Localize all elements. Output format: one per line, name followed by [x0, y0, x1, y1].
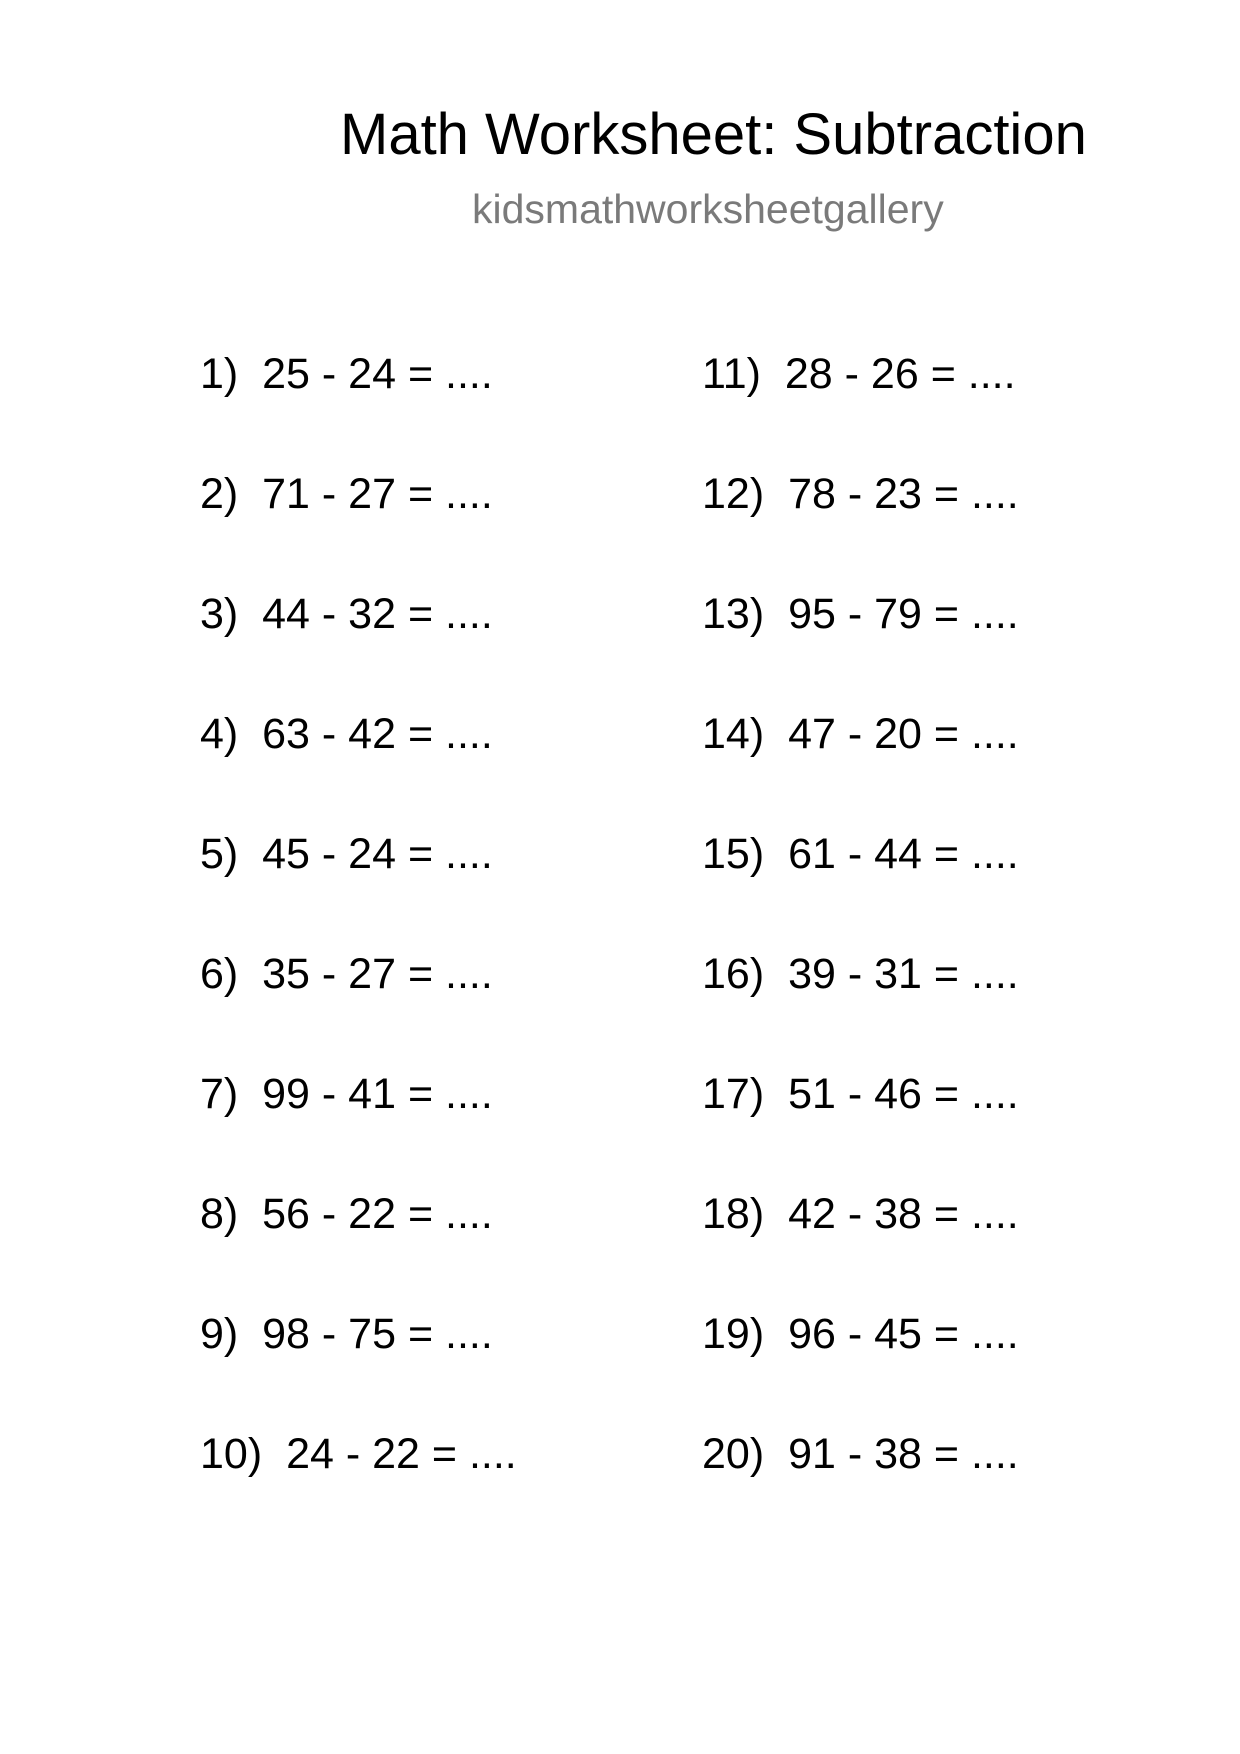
problem-8	[200, 1188, 493, 1240]
problem-18	[702, 1188, 1019, 1240]
problem-11	[702, 348, 1016, 400]
problem-number: 4)	[200, 710, 239, 758]
problem-number: 12)	[702, 470, 765, 518]
problem-2	[200, 468, 493, 520]
problem-14	[702, 708, 1019, 760]
problem-1	[200, 348, 493, 400]
problem-17	[702, 1068, 1019, 1120]
problem-6	[200, 948, 493, 1000]
problem-expression: 39 - 31 = ....	[788, 950, 1019, 998]
problem-number: 10)	[200, 1430, 263, 1478]
problem-number: 2)	[200, 470, 239, 518]
problem-expression: 28 - 26 = ....	[784, 350, 1016, 398]
problem-expression: 47 - 20 = ....	[788, 710, 1019, 758]
problem-9	[200, 1308, 493, 1360]
problem-number: 11)	[702, 350, 761, 398]
problem-number: 6)	[200, 950, 239, 998]
problem-number: 18)	[702, 1190, 765, 1238]
problem-number: 17)	[702, 1070, 765, 1118]
problem-5	[200, 828, 493, 880]
problem-number: 1)	[200, 350, 239, 398]
problem-10	[200, 1428, 517, 1480]
problem-13	[702, 588, 1019, 640]
problem-expression: 45 - 24 = ....	[262, 830, 493, 878]
problem-expression: 71 - 27 = ....	[262, 470, 493, 518]
problem-expression: 61 - 44 = ....	[788, 830, 1019, 878]
problem-expression: 44 - 32 = ....	[262, 590, 493, 638]
problem-expression: 51 - 46 = ....	[788, 1070, 1019, 1118]
problem-expression: 25 - 24 = ....	[262, 350, 493, 398]
problem-number: 8)	[200, 1190, 239, 1238]
problem-expression: 35 - 27 = ....	[262, 950, 493, 998]
problem-number: 7)	[200, 1070, 239, 1118]
problem-expression: 98 - 75 = ....	[262, 1310, 493, 1358]
problem-expression: 56 - 22 = ....	[262, 1190, 493, 1238]
problem-number: 15)	[702, 830, 765, 878]
problem-20	[702, 1428, 1019, 1480]
problem-number: 3)	[200, 590, 239, 638]
problem-number: 19)	[702, 1310, 765, 1358]
problem-expression: 63 - 42 = ....	[262, 710, 493, 758]
problem-expression: 42 - 38 = ....	[788, 1190, 1019, 1238]
problem-number: 13)	[702, 590, 765, 638]
problem-expression: 24 - 22 = ....	[286, 1430, 517, 1478]
problem-number: 20)	[702, 1430, 765, 1478]
problem-7	[200, 1068, 493, 1120]
problem-19	[702, 1308, 1019, 1360]
problem-3	[200, 588, 493, 640]
problem-number: 9)	[200, 1310, 239, 1358]
problem-4	[200, 708, 493, 760]
problem-expression: 99 - 41 = ....	[262, 1070, 493, 1118]
problem-number: 16)	[702, 950, 765, 998]
problem-number: 14)	[702, 710, 765, 758]
page-title: Math Worksheet: Subtraction	[340, 102, 1087, 167]
problem-expression: 91 - 38 = ....	[788, 1430, 1019, 1478]
page-subtitle: kidsmathworksheetgallery	[472, 186, 944, 232]
problem-12	[702, 468, 1019, 520]
problem-expression: 78 - 23 = ....	[788, 470, 1019, 518]
problem-expression: 95 - 79 = ....	[788, 590, 1019, 638]
problem-expression: 96 - 45 = ....	[788, 1310, 1019, 1358]
problem-number: 5)	[200, 830, 239, 878]
problem-15	[702, 828, 1019, 880]
problem-16	[702, 948, 1019, 1000]
